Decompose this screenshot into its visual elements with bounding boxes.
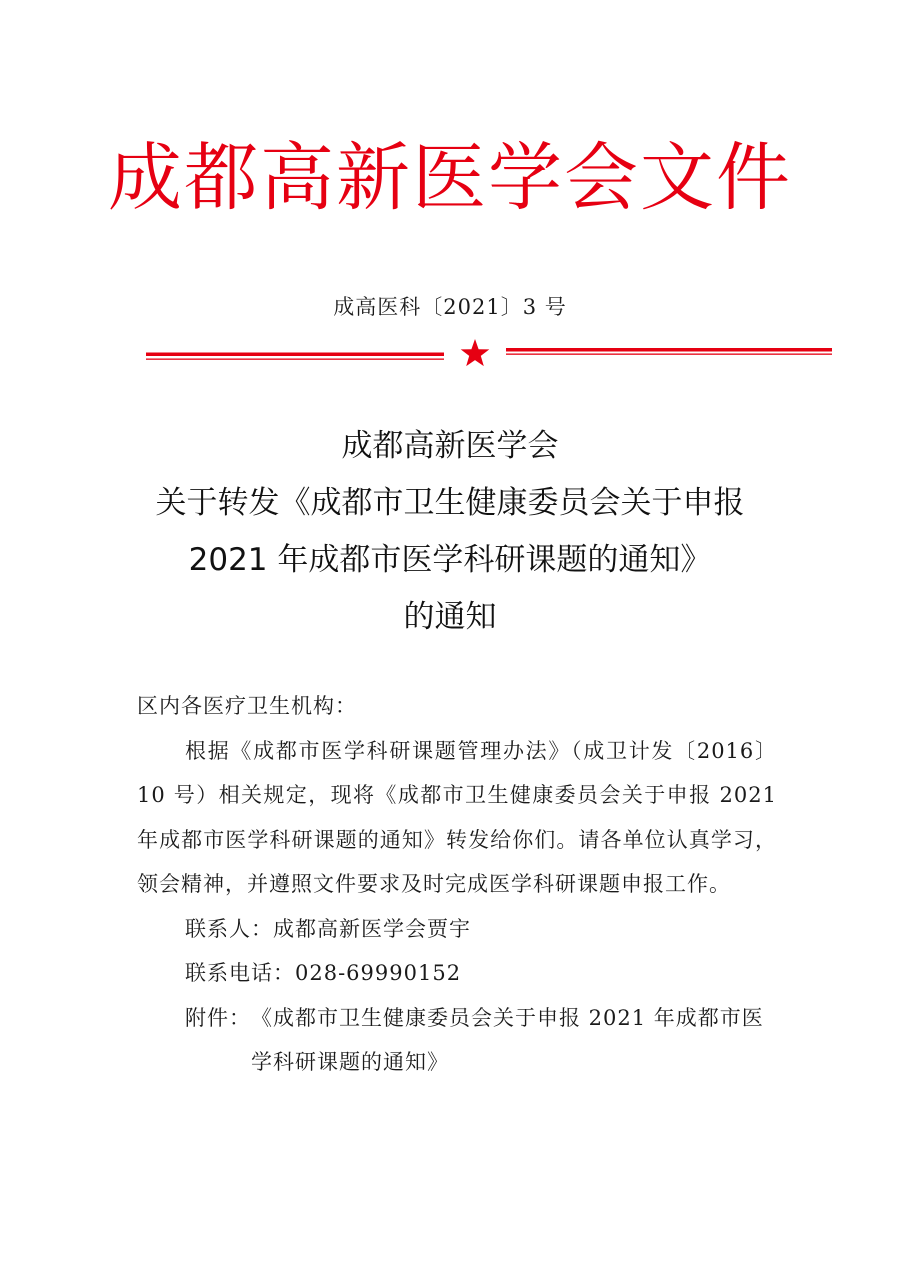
red-rule-right-thick — [506, 348, 832, 352]
red-rule-left-thick — [146, 353, 444, 357]
document-body — [137, 684, 777, 1085]
contact-person: 联系人：成都高新医学会贾宇 — [185, 916, 471, 941]
contact-phone: 联系电话：028-69990152 — [185, 961, 462, 985]
salutation: 区内各医疗卫生机构： — [137, 694, 357, 718]
red-star-icon — [461, 339, 490, 366]
notice-title-line: 关于转发《成都市卫生健康委员会关于申报 — [155, 485, 745, 521]
red-rule-right-thin — [506, 354, 832, 355]
notice-title-line: 的通知 — [403, 599, 497, 635]
notice-title-line: 2021 年成都市医学科研课题的通知》 — [188, 542, 712, 578]
document-header-title: 成都高新医学会文件 — [108, 135, 792, 221]
attachment — [137, 996, 777, 1085]
red-rule-left-thin — [146, 359, 444, 360]
notice-title-line: 成都高新医学会 — [341, 428, 559, 464]
notice-title — [0, 418, 900, 646]
document-number: 成高医科〔2021〕3 号 — [333, 295, 567, 319]
attachment-title: 《成都市卫生健康委员会关于申报 2021 年成都市医学科研课题的通知》 — [251, 1005, 764, 1074]
body-paragraph: 根据《成都市医学科研课题管理办法》（成卫计发〔2016〕10 号）相关规定，现将《成都市卫生健康委员会关于申报 2021 年成都市医学科研课题的通知》转发给你们。请各单位认真学习，领会精神，并遵照文件要求及时完成医学科研课题申报工作。 — [137, 738, 777, 896]
red-separator-rule — [146, 338, 832, 372]
attachment-label: 附件： — [185, 1005, 251, 1030]
